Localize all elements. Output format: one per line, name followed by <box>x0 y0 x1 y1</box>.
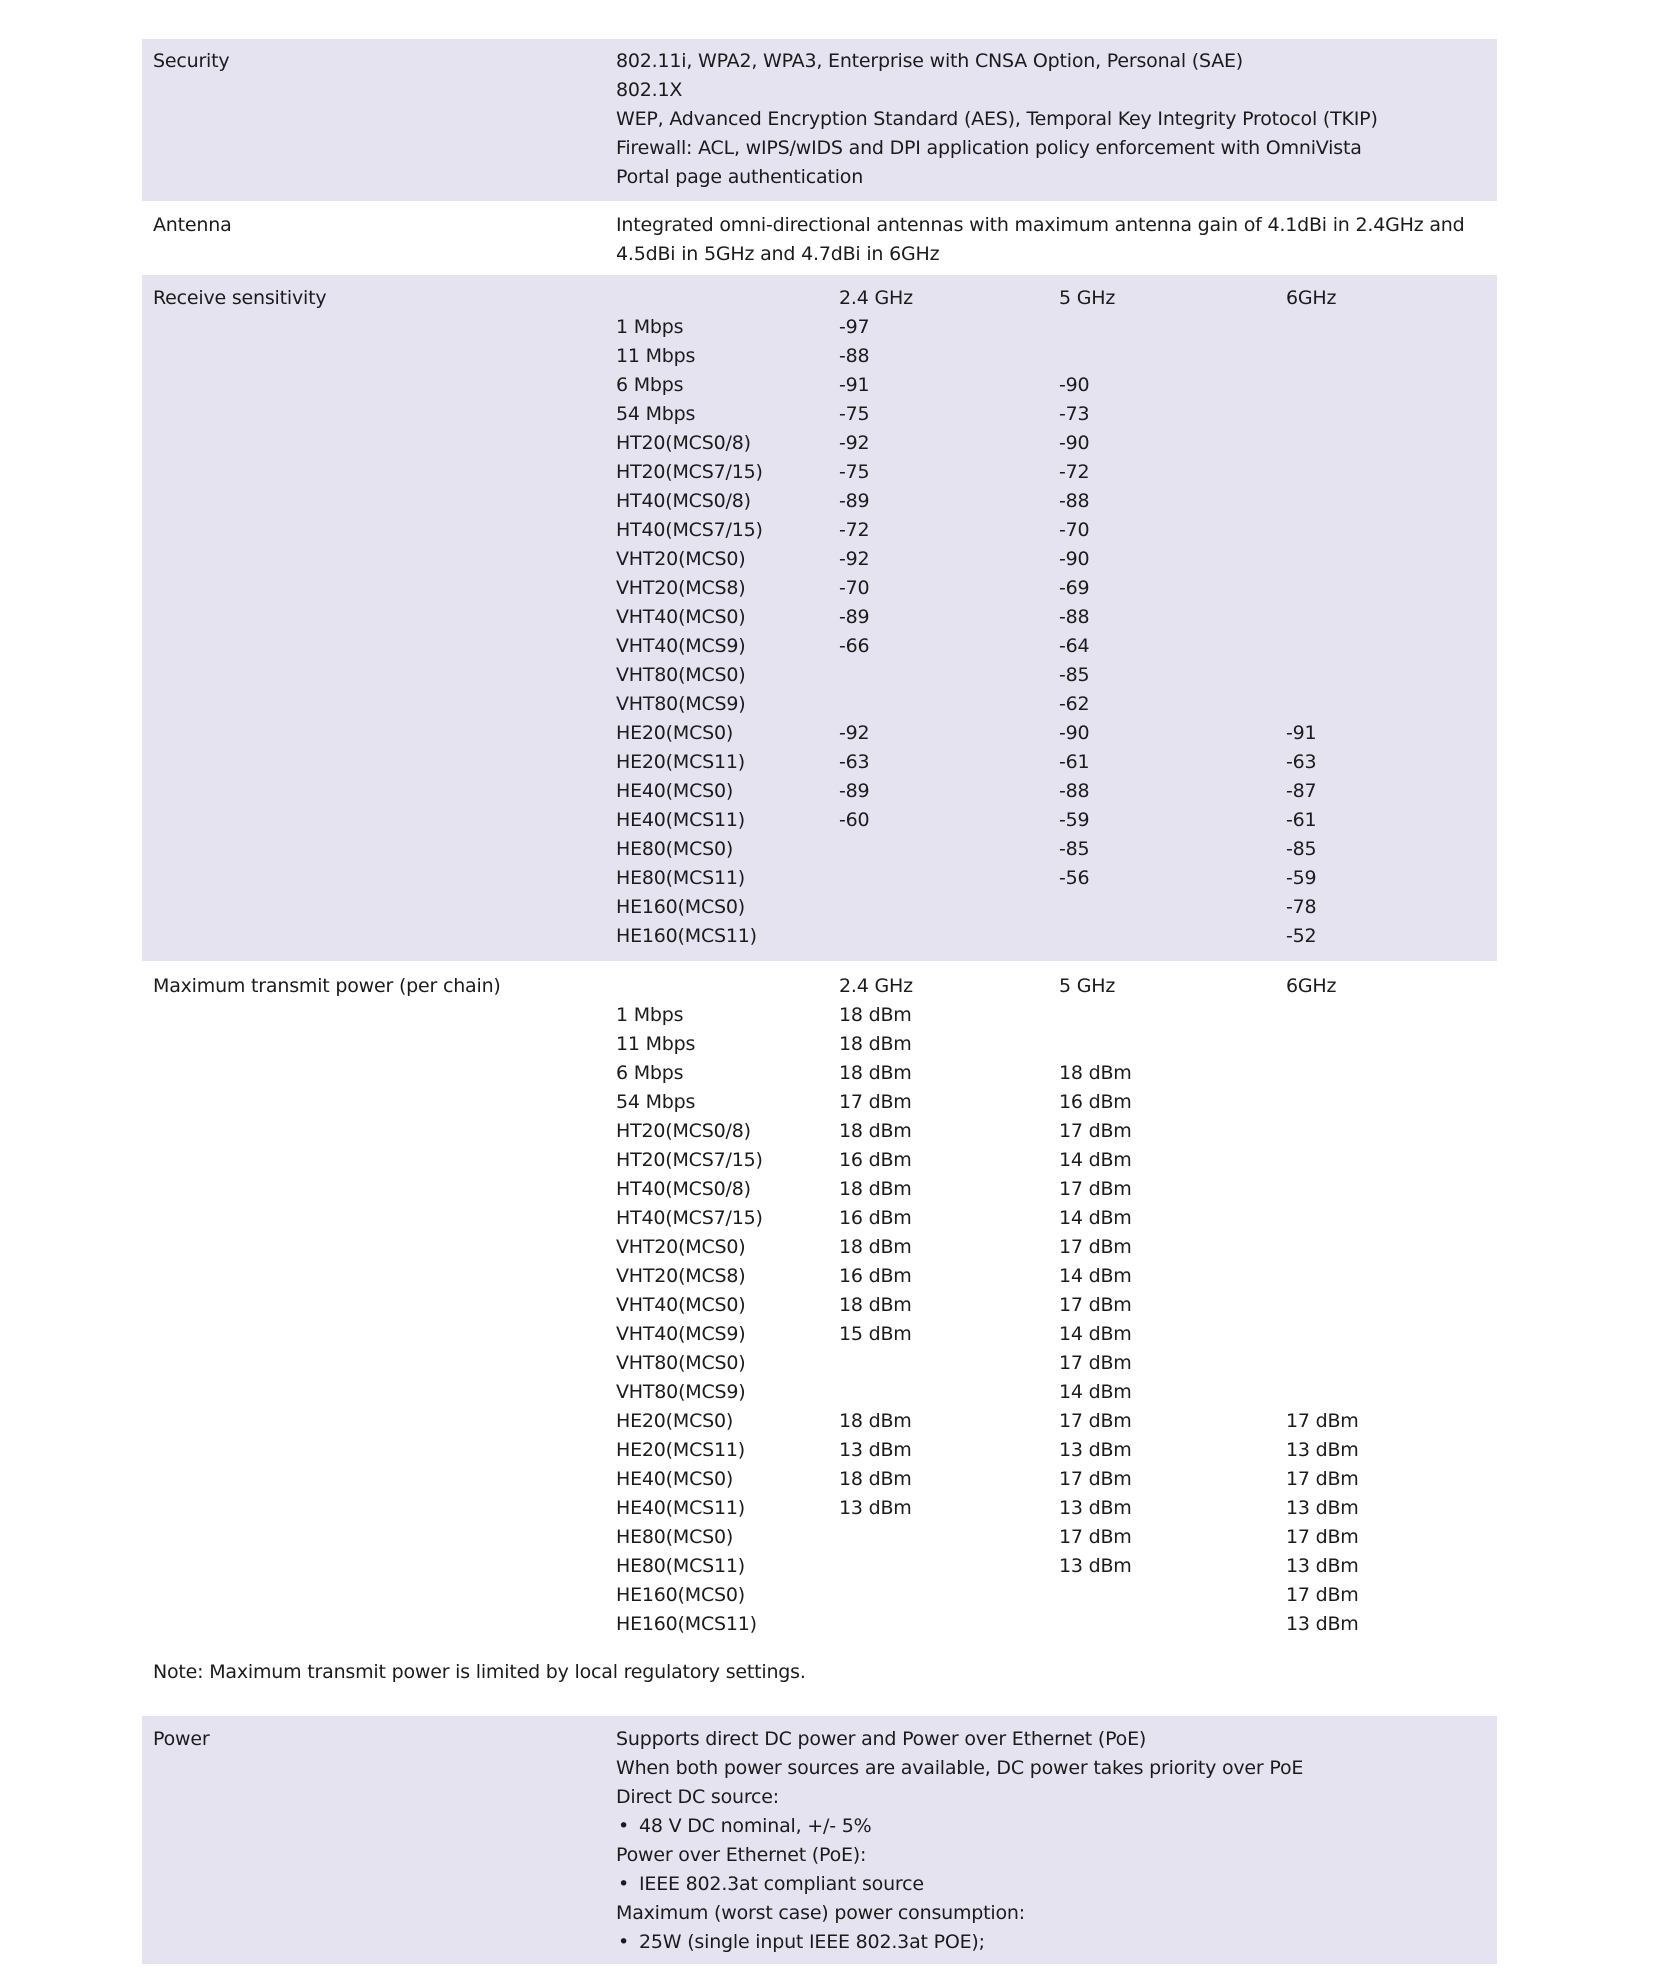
value-6ghz-cell: 13 dBm <box>1286 1497 1359 1519</box>
column-header-6ghz: 6GHz <box>1286 975 1337 997</box>
rate-cell: HE160(MCS11) <box>616 925 757 947</box>
rate-cell: HT40(MCS0/8) <box>616 490 751 512</box>
value-2-4ghz-cell: -97 <box>839 316 870 338</box>
antenna-line: Integrated omni-directional antennas with maximum antenna gain of 4.1dBi in 2.4GHz and <box>616 214 1465 236</box>
value-2-4ghz-cell: -88 <box>839 345 870 367</box>
power-line: Power over Ethernet (PoE): <box>616 1844 867 1866</box>
antenna-row <box>142 201 1497 275</box>
rate-cell: 6 Mbps <box>616 374 684 396</box>
value-6ghz-cell: -61 <box>1286 809 1317 831</box>
rate-cell: HT20(MCS0/8) <box>616 1120 751 1142</box>
receive-sensitivity-row <box>142 275 1497 961</box>
bullet-text: 25W (single input IEEE 802.3at POE); <box>639 1931 985 1953</box>
power-line: When both power sources are available, DC power takes priority over PoE <box>616 1757 1304 1779</box>
bullet-icon: • <box>618 1873 630 1895</box>
rate-cell: VHT40(MCS9) <box>616 1323 746 1345</box>
value-2-4ghz-cell: 16 dBm <box>839 1265 912 1287</box>
value-6ghz-cell: 17 dBm <box>1286 1584 1359 1606</box>
value-6ghz-cell: 17 dBm <box>1286 1526 1359 1548</box>
rate-cell: HT40(MCS0/8) <box>616 1178 751 1200</box>
value-5ghz-cell: 14 dBm <box>1059 1381 1132 1403</box>
rate-cell: HE20(MCS11) <box>616 751 745 773</box>
power-values <box>616 1725 1303 1957</box>
transmit-power-label: Maximum transmit power (per chain) <box>153 975 501 997</box>
security-values <box>616 47 1378 192</box>
value-2-4ghz-cell: -60 <box>839 809 870 831</box>
rate-cell: HT40(MCS7/15) <box>616 1207 763 1229</box>
rate-cell: HT20(MCS7/15) <box>616 461 763 483</box>
rate-cell: HT40(MCS7/15) <box>616 519 763 541</box>
power-line: Maximum (worst case) power consumption: <box>616 1902 1025 1924</box>
value-6ghz-cell: -52 <box>1286 925 1317 947</box>
value-5ghz-cell: 13 dBm <box>1059 1497 1132 1519</box>
value-5ghz-cell: 17 dBm <box>1059 1120 1132 1142</box>
value-5ghz-cell: -73 <box>1059 403 1090 425</box>
rate-cell: HE160(MCS11) <box>616 1613 757 1635</box>
power-label: Power <box>153 1728 210 1750</box>
value-2-4ghz-cell: -89 <box>839 780 870 802</box>
rate-cell: VHT40(MCS0) <box>616 606 746 628</box>
rate-cell: HE40(MCS0) <box>616 1468 734 1490</box>
rate-cell: HE20(MCS0) <box>616 1410 734 1432</box>
value-5ghz-cell: -90 <box>1059 432 1090 454</box>
value-2-4ghz-cell: -89 <box>839 606 870 628</box>
transmit-power-row <box>142 961 1497 1641</box>
value-2-4ghz-cell: -75 <box>839 461 870 483</box>
value-2-4ghz-cell: -92 <box>839 548 870 570</box>
value-5ghz-cell: 14 dBm <box>1059 1207 1132 1229</box>
rate-cell: HE80(MCS11) <box>616 1555 745 1577</box>
value-2-4ghz-cell: -70 <box>839 577 870 599</box>
value-2-4ghz-cell: 18 dBm <box>839 1294 912 1316</box>
value-2-4ghz-cell: -63 <box>839 751 870 773</box>
rate-cell: HE40(MCS11) <box>616 809 745 831</box>
antenna-line: 4.5dBi in 5GHz and 4.7dBi in 6GHz <box>616 243 940 265</box>
value-5ghz-cell: 17 dBm <box>1059 1352 1132 1374</box>
value-5ghz-cell: -61 <box>1059 751 1090 773</box>
value-6ghz-cell: -63 <box>1286 751 1317 773</box>
rate-cell: HT20(MCS7/15) <box>616 1149 763 1171</box>
value-5ghz-cell: -90 <box>1059 722 1090 744</box>
rate-cell: HE160(MCS0) <box>616 896 745 918</box>
value-5ghz-cell: 17 dBm <box>1059 1294 1132 1316</box>
value-6ghz-cell: -78 <box>1286 896 1317 918</box>
value-6ghz-cell: 13 dBm <box>1286 1555 1359 1577</box>
value-5ghz-cell: -62 <box>1059 693 1090 715</box>
value-2-4ghz-cell: 18 dBm <box>839 1120 912 1142</box>
rate-cell: HE40(MCS11) <box>616 1497 745 1519</box>
column-header-5ghz: 5 GHz <box>1059 287 1116 309</box>
rate-cell: HE80(MCS11) <box>616 867 745 889</box>
security-label: Security <box>153 50 230 72</box>
value-2-4ghz-cell: 16 dBm <box>839 1149 912 1171</box>
rate-cell: HE20(MCS11) <box>616 1439 745 1461</box>
rate-cell: HE40(MCS0) <box>616 780 734 802</box>
rate-cell: VHT40(MCS9) <box>616 635 746 657</box>
value-2-4ghz-cell: -89 <box>839 490 870 512</box>
value-5ghz-cell: -72 <box>1059 461 1090 483</box>
value-2-4ghz-cell: 18 dBm <box>839 1033 912 1055</box>
value-6ghz-cell: 17 dBm <box>1286 1410 1359 1432</box>
power-line: Supports direct DC power and Power over Ethernet (PoE) <box>616 1728 1147 1750</box>
power-line: Direct DC source: <box>616 1786 779 1808</box>
rate-cell: HT20(MCS0/8) <box>616 432 751 454</box>
rate-cell: 6 Mbps <box>616 1062 684 1084</box>
security-line: 802.11i, WPA2, WPA3, Enterprise with CNSA Option, Personal (SAE) <box>616 50 1244 72</box>
value-2-4ghz-cell: 18 dBm <box>839 1410 912 1432</box>
antenna-label: Antenna <box>153 214 232 236</box>
bullet-text: IEEE 802.3at compliant source <box>639 1873 924 1895</box>
value-5ghz-cell: 17 dBm <box>1059 1410 1132 1432</box>
security-line: 802.1X <box>616 79 683 101</box>
bullet-icon: • <box>618 1815 630 1837</box>
value-5ghz-cell: 17 dBm <box>1059 1526 1132 1548</box>
value-5ghz-cell: -64 <box>1059 635 1090 657</box>
bullet-icon: • <box>618 1931 630 1953</box>
column-header-6ghz: 6GHz <box>1286 287 1337 309</box>
value-6ghz-cell: 13 dBm <box>1286 1439 1359 1461</box>
value-5ghz-cell: 17 dBm <box>1059 1468 1132 1490</box>
value-5ghz-cell: 14 dBm <box>1059 1265 1132 1287</box>
column-header-5ghz: 5 GHz <box>1059 975 1116 997</box>
value-2-4ghz-cell: 18 dBm <box>839 1062 912 1084</box>
value-2-4ghz-cell: -72 <box>839 519 870 541</box>
column-header-2-4ghz: 2.4 GHz <box>839 975 913 997</box>
rate-cell: VHT20(MCS0) <box>616 548 746 570</box>
value-6ghz-cell: -91 <box>1286 722 1317 744</box>
rate-cell: HE160(MCS0) <box>616 1584 745 1606</box>
value-2-4ghz-cell: 16 dBm <box>839 1207 912 1229</box>
power-bullet-item <box>616 1928 1303 1957</box>
rate-cell: VHT20(MCS8) <box>616 577 746 599</box>
value-2-4ghz-cell: 17 dBm <box>839 1091 912 1113</box>
value-5ghz-cell: 17 dBm <box>1059 1178 1132 1200</box>
rate-cell: VHT80(MCS9) <box>616 693 746 715</box>
receive-sensitivity-label: Receive sensitivity <box>153 287 327 309</box>
power-row <box>142 1716 1497 1964</box>
rate-cell: 1 Mbps <box>616 1004 684 1026</box>
power-bullet-item <box>616 1870 1303 1899</box>
rate-cell: VHT80(MCS0) <box>616 1352 746 1374</box>
value-2-4ghz-cell: 18 dBm <box>839 1178 912 1200</box>
antenna-values <box>616 211 1464 269</box>
security-line: Firewall: ACL, wIPS/wIDS and DPI application policy enforcement with OmniVista <box>616 137 1362 159</box>
value-2-4ghz-cell: -92 <box>839 722 870 744</box>
value-5ghz-cell: 13 dBm <box>1059 1439 1132 1461</box>
value-5ghz-cell: -85 <box>1059 838 1090 860</box>
value-5ghz-cell: 14 dBm <box>1059 1149 1132 1171</box>
value-5ghz-cell: -56 <box>1059 867 1090 889</box>
value-5ghz-cell: 17 dBm <box>1059 1236 1132 1258</box>
value-5ghz-cell: -88 <box>1059 606 1090 628</box>
transmit-power-note: Note: Maximum transmit power is limited by local regulatory settings. <box>153 1661 806 1683</box>
rate-cell: 11 Mbps <box>616 345 696 367</box>
value-2-4ghz-cell: 18 dBm <box>839 1468 912 1490</box>
security-line: WEP, Advanced Encryption Standard (AES), Temporal Key Integrity Protocol (TKIP) <box>616 108 1378 130</box>
value-2-4ghz-cell: -66 <box>839 635 870 657</box>
value-5ghz-cell: 18 dBm <box>1059 1062 1132 1084</box>
value-5ghz-cell: -85 <box>1059 664 1090 686</box>
rate-cell: HE80(MCS0) <box>616 1526 734 1548</box>
value-5ghz-cell: 13 dBm <box>1059 1555 1132 1577</box>
rate-cell: HE80(MCS0) <box>616 838 734 860</box>
power-bullet-item <box>616 1812 1303 1841</box>
rate-cell: 1 Mbps <box>616 316 684 338</box>
rate-cell: HE20(MCS0) <box>616 722 734 744</box>
value-5ghz-cell: -88 <box>1059 780 1090 802</box>
value-5ghz-cell: -90 <box>1059 374 1090 396</box>
value-2-4ghz-cell: 18 dBm <box>839 1236 912 1258</box>
value-5ghz-cell: -90 <box>1059 548 1090 570</box>
security-row <box>142 39 1497 201</box>
value-2-4ghz-cell: 15 dBm <box>839 1323 912 1345</box>
column-header-2-4ghz: 2.4 GHz <box>839 287 913 309</box>
rate-cell: VHT80(MCS0) <box>616 664 746 686</box>
value-6ghz-cell: -87 <box>1286 780 1317 802</box>
value-2-4ghz-cell: -92 <box>839 432 870 454</box>
bullet-text: 48 V DC nominal, +/- 5% <box>639 1815 872 1837</box>
value-5ghz-cell: -70 <box>1059 519 1090 541</box>
value-6ghz-cell: 13 dBm <box>1286 1613 1359 1635</box>
value-5ghz-cell: -88 <box>1059 490 1090 512</box>
value-2-4ghz-cell: 13 dBm <box>839 1439 912 1461</box>
value-5ghz-cell: 14 dBm <box>1059 1323 1132 1345</box>
value-6ghz-cell: -59 <box>1286 867 1317 889</box>
rate-cell: 54 Mbps <box>616 403 696 425</box>
rate-cell: VHT80(MCS9) <box>616 1381 746 1403</box>
value-2-4ghz-cell: 18 dBm <box>839 1004 912 1026</box>
value-6ghz-cell: 17 dBm <box>1286 1468 1359 1490</box>
rate-cell: VHT20(MCS8) <box>616 1265 746 1287</box>
value-5ghz-cell: -59 <box>1059 809 1090 831</box>
rate-cell: VHT40(MCS0) <box>616 1294 746 1316</box>
value-5ghz-cell: 16 dBm <box>1059 1091 1132 1113</box>
rate-cell: VHT20(MCS0) <box>616 1236 746 1258</box>
value-2-4ghz-cell: -75 <box>839 403 870 425</box>
value-6ghz-cell: -85 <box>1286 838 1317 860</box>
value-2-4ghz-cell: 13 dBm <box>839 1497 912 1519</box>
value-2-4ghz-cell: -91 <box>839 374 870 396</box>
security-line: Portal page authentication <box>616 166 864 188</box>
value-5ghz-cell: -69 <box>1059 577 1090 599</box>
rate-cell: 54 Mbps <box>616 1091 696 1113</box>
rate-cell: 11 Mbps <box>616 1033 696 1055</box>
